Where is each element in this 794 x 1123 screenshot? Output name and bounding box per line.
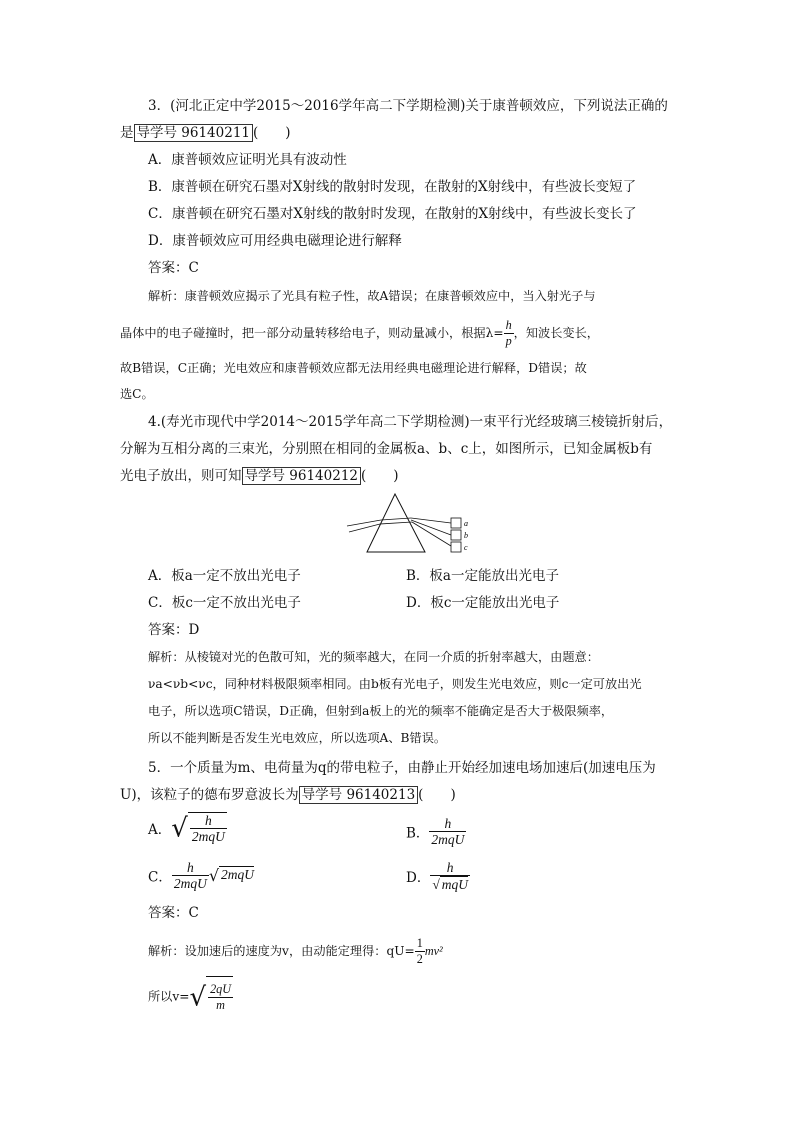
q5-analysis-line1 xyxy=(148,934,443,968)
q4-stem-line1: 4.(寿光市现代中学2014～2015学年高二下学期检测)一束平行光经玻璃三棱镜折射后， xyxy=(148,414,673,430)
q3-option-c: C．康普顿在研究石墨对X射线的散射时发现，在散射的X射线中，有些波长变长了 xyxy=(148,206,637,222)
q4-stem-pre: 光电子放出，则可知 xyxy=(120,468,242,484)
q5-option-c-label: C． xyxy=(148,869,172,886)
q3-answer-label: 答案： xyxy=(148,260,189,276)
q5-a-num: h xyxy=(204,813,212,828)
q4-stem-line3 xyxy=(120,466,399,486)
q5-c-rad: 2mqU xyxy=(221,867,255,882)
q5-v-sqrt: √ $\frac{2qU}{m}$ xyxy=(189,976,233,1018)
q5-answer-value: C xyxy=(188,905,199,921)
q4-option-b: B．板a一定能放出光电子 xyxy=(406,568,559,584)
q4-analysis-line2: νa<νb<νc，同种材料极限频率相同。由b板有光电子，则发生光电效应，则c一定可放出光 xyxy=(148,677,642,691)
q5-d-den-wrap: √ mqU xyxy=(432,877,468,892)
q5-d-den: mqU xyxy=(441,877,468,892)
q5-stem-line2 xyxy=(120,785,456,805)
q5-stem-line1: 5．一个质量为m、电荷量为q的带电粒子，由静止开始经加速电场加速后(加速电压为 xyxy=(148,760,656,776)
plate-c-label: c xyxy=(464,543,468,552)
q5-half-num: 1 xyxy=(416,936,423,950)
q5-half-fraction xyxy=(415,936,425,967)
q5-option-d-label: D． xyxy=(406,870,431,886)
q5-analysis-text2: 所以v= xyxy=(148,989,190,1004)
q3-frac-den: p xyxy=(505,334,512,348)
q3-answer-value: C xyxy=(188,260,199,276)
q3-option-d: D．康普顿效应可用经典电磁理论进行解释 xyxy=(148,233,402,249)
q5-analysis-line2 xyxy=(148,976,233,1018)
plate-c xyxy=(451,542,461,552)
q5-stem-pre: U)，该粒子的德布罗意波长为 xyxy=(120,787,299,803)
q3-stem-line1: 3．(河北正定中学2015～2016学年高二下学期检测)关于康普顿效应，下列说法正确的 xyxy=(148,98,668,114)
q4-analysis-text1: 从棱镜对光的色散可知，光的频率越大，在同一介质的折射率越大，由题意： xyxy=(184,650,599,664)
q3-frac-num: h xyxy=(505,318,512,332)
q3-analysis-text2a: 晶体中的电子碰撞时，把一部分动量转移给电子，则动量减小，根据λ= xyxy=(120,326,504,340)
q5-d-num: h xyxy=(446,860,454,875)
q4-analysis-label: 解析： xyxy=(148,650,185,664)
q3-code-box[interactable]: 导学号 96140211 xyxy=(134,124,254,142)
q5-b-num: h xyxy=(444,816,452,831)
q4-analysis-line1 xyxy=(148,647,599,667)
q3-paren: ( ) xyxy=(253,125,291,141)
q5-b-den: 2mqU xyxy=(431,832,465,847)
q4-option-c: C．板c一定不放出光电子 xyxy=(148,595,301,611)
q5-answer xyxy=(148,903,199,923)
q5-analysis-label: 解析： xyxy=(148,944,185,958)
q5-option-c xyxy=(148,860,254,891)
plate-a xyxy=(451,518,461,528)
q3-option-b: B．康普顿在研究石墨对X射线的散射时发现，在散射的X射线中，有些波长变短了 xyxy=(148,179,637,195)
q4-answer xyxy=(148,620,199,640)
q5-paren: ( ) xyxy=(418,787,456,803)
q5-option-c-sqrt: √ 2mqU xyxy=(208,866,255,885)
q5-analysis-text1b: mv² xyxy=(424,944,443,958)
q3-option-a: A．康普顿效应证明光具有波动性 xyxy=(148,152,347,168)
q5-v-den: m xyxy=(208,997,233,1013)
plate-a-label: a xyxy=(464,519,468,528)
q5-code-box[interactable]: 导学号 96140213 xyxy=(299,786,419,804)
q5-option-b-fraction xyxy=(429,816,466,847)
q5-answer-label: 答案： xyxy=(148,905,189,921)
beam-c xyxy=(412,522,451,546)
q3-analysis-line2 xyxy=(120,316,599,350)
q3-analysis-line4: 选C。 xyxy=(120,387,154,401)
q5-v-num: 2qU xyxy=(210,982,232,996)
q4-stem-line2: 分解为互相分离的三束光，分别照在相同的金属板a、b、c上，如图所示，已知金属板b有 xyxy=(120,441,653,457)
q5-option-d xyxy=(406,860,470,892)
q5-c-den: 2mqU xyxy=(173,876,207,891)
q5-option-a-sqrt: √ $\frac{h}{\text{2mqU}}$ xyxy=(171,813,225,844)
q4-paren: ( ) xyxy=(361,468,399,484)
q5-c-num: h xyxy=(186,860,194,875)
q4-option-d: D．板c一定能放出光电子 xyxy=(406,595,560,611)
q5-option-b-label: B． xyxy=(406,825,430,842)
q3-stem-pre: 是 xyxy=(120,125,134,141)
q3-analysis-line3: 故B错误，C正确；光电效应和康普顿效应都无法用经典电磁理论进行解释，D错误；故 xyxy=(120,361,587,375)
prism-figure xyxy=(345,492,475,554)
plate-b-label: b xyxy=(464,531,468,540)
q5-a-den: 2mqU xyxy=(191,829,225,844)
q3-stem-line2 xyxy=(120,123,291,143)
q4-answer-value: D xyxy=(188,622,200,638)
q3-analysis-line1 xyxy=(148,286,596,306)
plate-b xyxy=(451,530,461,540)
q3-answer xyxy=(148,258,199,278)
q5-option-c-fraction xyxy=(172,860,209,891)
q3-analysis-text1: 康普顿效应揭示了光具有粒子性，故A错误；在康普顿效应中，当入射光子与 xyxy=(184,289,596,303)
q5-option-a xyxy=(148,812,227,844)
q3-analysis-text2b: ，知波长变长， xyxy=(513,326,599,340)
q4-answer-label: 答案： xyxy=(148,622,189,638)
q4-code-box[interactable]: 导学号 96140212 xyxy=(242,467,362,485)
q5-option-a-label: A． xyxy=(148,822,172,838)
q5-option-d-fraction xyxy=(430,860,470,892)
q4-analysis-line4: 所以不能判断是否发生光电效应，所以选项A、B错误。 xyxy=(148,731,447,745)
inner-beam-1 xyxy=(381,518,411,520)
q3-lambda-fraction xyxy=(504,318,514,349)
inner-beam-2 xyxy=(380,522,412,524)
q3-analysis-label: 解析： xyxy=(148,289,185,303)
q4-option-a: A．板a一定不放出光电子 xyxy=(148,568,301,584)
q5-option-b xyxy=(406,816,466,847)
q5-analysis-text1: 设加速后的速度为v，由动能定理得：qU= xyxy=(184,944,415,958)
q5-half-den: 2 xyxy=(416,952,423,966)
q4-analysis-line3: 电子，所以选项C错误，D正确，但射到a板上的光的频率不能确定是否大于极限频率， xyxy=(148,704,614,718)
